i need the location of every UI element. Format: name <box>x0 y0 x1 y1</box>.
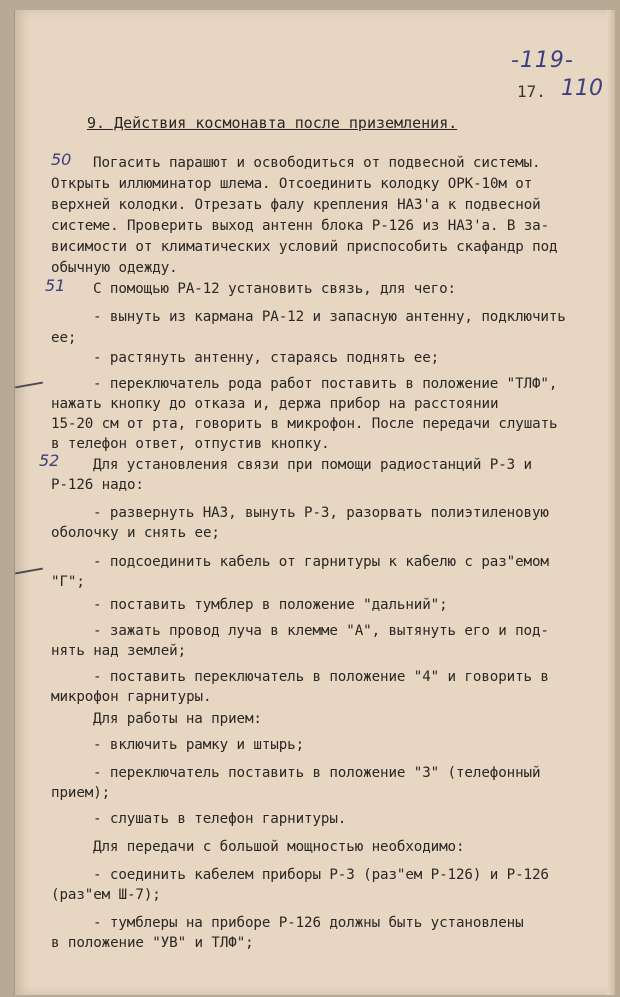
text-line: Для установления связи при помощи радиостанций Р-3 и <box>93 457 532 473</box>
text-line: - поставить переключатель в положение "4" и говорить в <box>93 669 549 685</box>
text-line: Для работы на прием: <box>93 711 262 727</box>
text-line: - переключатель рода работ поставить в положение "ТЛФ", <box>93 376 558 392</box>
document-page <box>14 10 615 995</box>
binding-thread <box>15 568 43 575</box>
text-line: Для передачи с большой мощностью необходимо: <box>93 839 465 855</box>
text-line: С помощью РА-12 установить связь, для чего: <box>93 281 456 297</box>
folio-typed: 17. <box>517 82 546 101</box>
text-line: системе. Проверить выход антенн блока Р-126 из НАЗ'а. В за- <box>51 218 550 234</box>
text-line: Погасить парашют и освободиться от подвесной системы. <box>93 155 541 171</box>
text-line: - тумблеры на приборе Р-126 должны быть установлены <box>93 915 524 931</box>
text-line: - подсоединить кабель от гарнитуры к кабелю с раз"емом <box>93 554 549 570</box>
folio-handwritten: 110 <box>561 76 603 101</box>
text-line: - включить рамку и штырь; <box>93 737 305 753</box>
margin-note: 52 <box>39 451 60 470</box>
binding-thread <box>15 382 43 389</box>
text-line: Открыть иллюминатор шлема. Отсоединить колодку ОРК-10м от <box>51 176 533 192</box>
text-line: обычную одежду. <box>51 260 178 276</box>
text-line: - соединить кабелем приборы Р-3 (раз"ем Р-126) и Р-126 <box>93 867 549 883</box>
text-line: - развернуть НАЗ, вынуть Р-3, разорвать полиэтиленовую <box>93 505 549 521</box>
archive-number: -119- <box>511 48 574 73</box>
text-line: - зажать провод луча в клемме "А", вытянуть его и под- <box>93 623 549 639</box>
margin-note: 50 <box>51 150 72 169</box>
text-line: (раз"ем Ш-7); <box>51 887 161 903</box>
margin-note: 51 <box>45 276 66 295</box>
text-line: 15-20 см от рта, говорить в микрофон. После передачи слушать <box>51 416 558 432</box>
text-line: - слушать в телефон гарнитуры. <box>93 811 347 827</box>
text-line: ее; <box>51 330 77 346</box>
text-line: верхней колодки. Отрезать фалу крепления НАЗ'а к подвесной <box>51 197 541 213</box>
text-line: в положение "УВ" и ТЛФ"; <box>51 935 254 951</box>
text-line: висимости от климатических условий приспособить скафандр под <box>51 239 558 255</box>
text-line: нять над землей; <box>51 643 187 659</box>
text-line: Р-126 надо: <box>51 477 144 493</box>
text-line: - поставить тумблер в положение "дальний"; <box>93 597 448 613</box>
text-line: микрофон гарнитуры. <box>51 689 212 705</box>
text-line: - переключатель поставить в положение "3" (телефонный <box>93 765 541 781</box>
section-heading: 9. Действия космонавта после приземления. <box>87 114 458 132</box>
text-line: - растянуть антенну, стараясь поднять ее; <box>93 350 440 366</box>
text-line: в телефон ответ, отпустив кнопку. <box>51 436 330 452</box>
text-line: "Г"; <box>51 574 85 590</box>
page-edge <box>607 10 615 995</box>
text-line: нажать кнопку до отказа и, держа прибор на расстоянии <box>51 396 499 412</box>
text-line: оболочку и снять ее; <box>51 525 220 541</box>
text-line: - вынуть из кармана РА-12 и запасную антенну, подключить <box>93 309 566 325</box>
text-line: прием); <box>51 785 111 801</box>
